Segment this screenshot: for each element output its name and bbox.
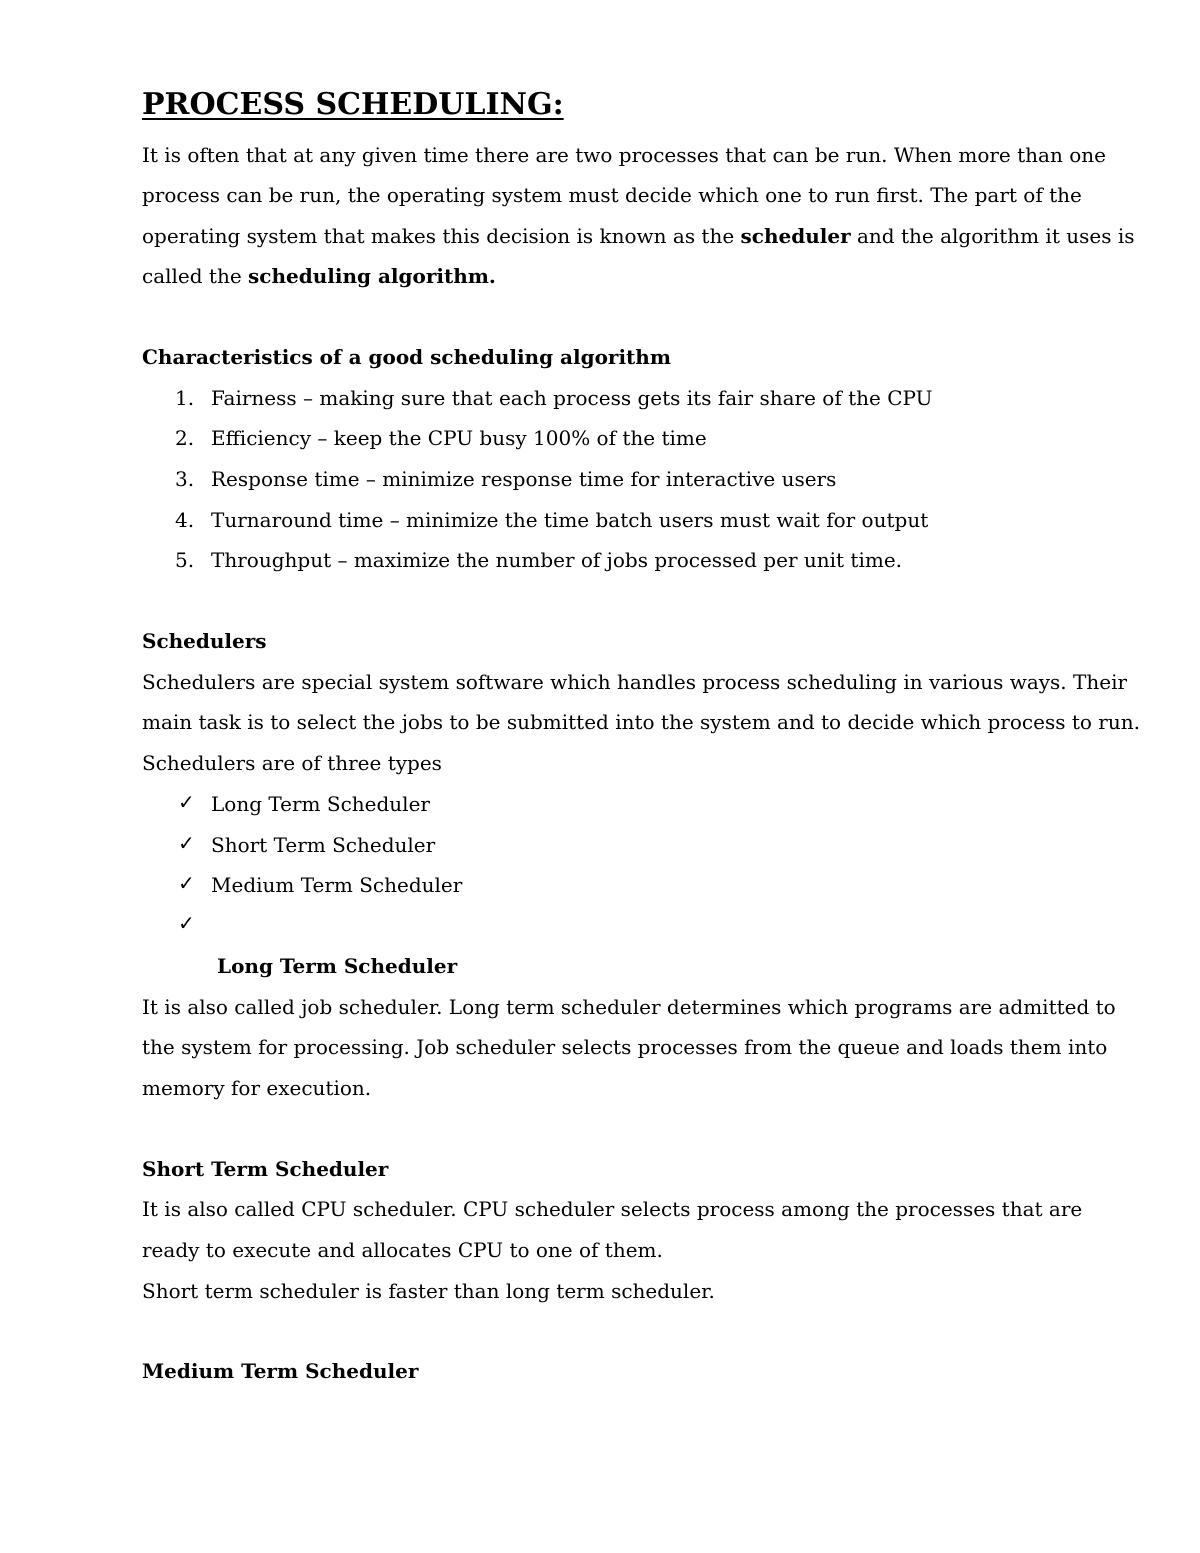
intro-line-3-text: operating system that makes this decision is known as the bbox=[142, 224, 741, 248]
checkmark-icon: ✓ bbox=[178, 871, 195, 895]
list-number: 3. bbox=[175, 467, 195, 491]
checkmark-icon: ✓ bbox=[178, 911, 195, 935]
scheduling-algorithm-term: scheduling algorithm. bbox=[248, 264, 496, 288]
list-item-efficiency: Efficiency – keep the CPU busy 100% of the time bbox=[211, 426, 707, 450]
long-term-line-2: the system for processing. Job scheduler selects processes from the queue and loads them into bbox=[142, 1035, 1108, 1059]
intro-line-3-tail: and the algorithm it uses is bbox=[850, 224, 1135, 248]
intro-line-4 bbox=[142, 266, 496, 286]
scheduler-type-long: Long Term Scheduler bbox=[211, 792, 430, 816]
short-term-line-3: Short term scheduler is faster than long term scheduler. bbox=[142, 1279, 715, 1303]
list-item-turnaround-time: Turnaround time – minimize the time batch users must wait for output bbox=[211, 508, 929, 532]
short-term-line-2: ready to execute and allocates CPU to one of them. bbox=[142, 1238, 663, 1262]
long-term-line-1: It is also called job scheduler. Long term scheduler determines which programs are admitted to bbox=[142, 995, 1116, 1019]
schedulers-heading: Schedulers bbox=[142, 629, 267, 653]
intro-line-4-text: called the bbox=[142, 264, 249, 288]
list-number: 4. bbox=[175, 508, 195, 532]
schedulers-line-3: Schedulers are of three types bbox=[142, 751, 442, 775]
short-term-line-1: It is also called CPU scheduler. CPU scheduler selects process among the processes that are bbox=[142, 1197, 1083, 1221]
checkmark-icon: ✓ bbox=[178, 831, 195, 855]
list-item-response-time: Response time – minimize response time for interactive users bbox=[211, 467, 837, 491]
schedulers-line-1: Schedulers are special system software which handles process scheduling in various ways. Their bbox=[142, 670, 1128, 694]
scheduler-type-medium: Medium Term Scheduler bbox=[211, 873, 463, 897]
intro-line-1: It is often that at any given time there are two processes that can be run. When more than one bbox=[142, 143, 1106, 167]
checkmark-icon: ✓ bbox=[178, 790, 195, 814]
intro-line-3 bbox=[142, 226, 1135, 246]
medium-term-heading: Medium Term Scheduler bbox=[142, 1359, 419, 1383]
list-item-fairness: Fairness – making sure that each process gets its fair share of the CPU bbox=[211, 386, 933, 410]
intro-line-2: process can be run, the operating system must decide which one to run first. The part of the bbox=[142, 183, 1082, 207]
long-term-heading: Long Term Scheduler bbox=[217, 954, 458, 978]
scheduler-type-short: Short Term Scheduler bbox=[211, 833, 436, 857]
page-title: PROCESS SCHEDULING: bbox=[142, 87, 564, 122]
long-term-line-3: memory for execution. bbox=[142, 1076, 372, 1100]
list-number: 2. bbox=[175, 426, 195, 450]
list-number: 1. bbox=[175, 386, 195, 410]
list-number: 5. bbox=[175, 548, 195, 572]
short-term-heading: Short Term Scheduler bbox=[142, 1157, 389, 1181]
characteristics-heading: Characteristics of a good scheduling algorithm bbox=[142, 345, 671, 369]
list-item-throughput: Throughput – maximize the number of jobs processed per unit time. bbox=[211, 548, 903, 572]
schedulers-line-2: main task is to select the jobs to be submitted into the system and to decide which process to run. bbox=[142, 710, 1140, 734]
scheduler-term: scheduler bbox=[740, 224, 851, 248]
